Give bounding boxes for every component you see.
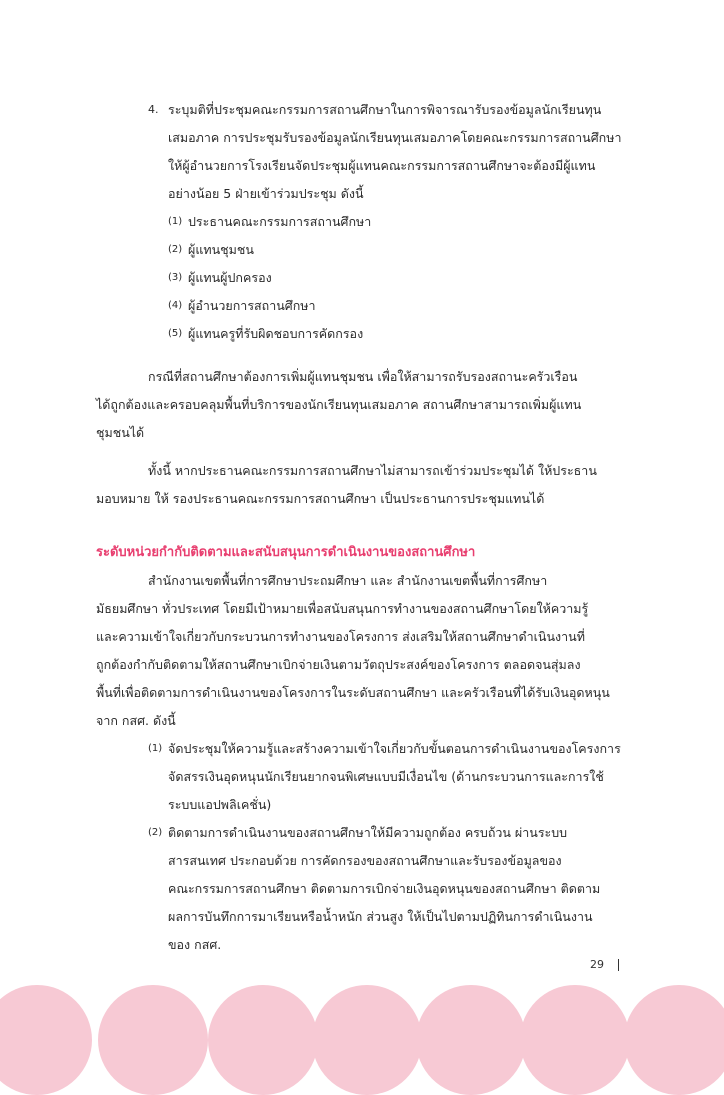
supervision-item-line: จัดสรรเงินอุดหนุนนักเรียนยากจนพิเศษแบบมีเงื่อนไข (ด้านกระบวนการและการใช้: [168, 769, 604, 784]
member-item-text: ผู้แทนครูที่รับผิดชอบการคัดกรอง: [188, 326, 364, 341]
chair-paragraph-line: มอบหมาย ให้ รองประธานคณะกรรมการสถานศึกษา เป็นประธานการประชุมแทนได้: [96, 491, 545, 506]
section-4-line: ให้ผู้อำนวยการโรงเรียนจัดประชุมผู้แทนคณะกรรมการสถานศึกษาจะต้องมีผู้แทน: [168, 158, 596, 173]
supervision-item-line: ติดตามการดำเนินงานของสถานศึกษาให้มีความถูกต้อง ครบถ้วน ผ่านระบบ: [168, 825, 568, 840]
decor-circle: [208, 985, 318, 1095]
supervision-intro-line: สำนักงานเขตพื้นที่การศึกษาประถมศึกษา และ สำนักงานเขตพื้นที่การศึกษา: [148, 573, 548, 588]
chair-paragraph-line: ทั้งนี้ หากประธานคณะกรรมการสถานศึกษาไม่สามารถเข้าร่วมประชุมได้ ให้ประธาน: [148, 463, 597, 478]
supervision-item-line: จัดประชุมให้ความรู้และสร้างความเข้าใจเกี่ยวกับขั้นตอนการดำเนินงานของโครงการ: [168, 741, 621, 756]
supervision-intro-line: พื้นที่เพื่อติดตามการดำเนินงานของโครงการในระดับสถานศึกษา และครัวเรือนที่ได้รับเงินอุดหนุน: [96, 685, 610, 700]
decor-circle: [416, 985, 526, 1095]
supervision-item-number: (2): [148, 827, 163, 838]
community-paragraph-line: กรณีที่สถานศึกษาต้องการเพิ่มผู้แทนชุมชน เพื่อให้สามารถรับรองสถานะครัวเรือน: [148, 369, 578, 384]
section-4-line: อย่างน้อย 5 ฝ่ายเข้าร่วมประชุม ดังนี้: [168, 186, 364, 201]
decor-circle: [312, 985, 422, 1095]
member-item-text: ผู้แทนผู้ปกครอง: [188, 270, 272, 285]
supervision-item-line: ผลการบันทึกการมาเรียนหรือน้ำหนัก ส่วนสูง ให้เป็นไปตามปฏิทินการดำเนินงาน: [168, 909, 593, 924]
section-4-line: ระบุมติที่ประชุมคณะกรรมการสถานศึกษาในการพิจารณารับรองข้อมูลนักเรียนทุน: [168, 102, 602, 117]
supervision-intro-line: และความเข้าใจเกี่ยวกับกระบวนการทำงานของโครงการ ส่งเสริมให้สถานศึกษาดำเนินงานที่: [96, 629, 585, 644]
decor-circle: [0, 985, 92, 1095]
supervision-intro-line: จาก กสศ. ดังนี้: [96, 713, 176, 728]
supervision-intro-line: ถูกต้องกำกับติดตามให้สถานศึกษาเบิกจ่ายเงินตามวัตถุประสงค์ของโครงการ ตลอดจนสุ่มลง: [96, 657, 581, 672]
decor-circle: [624, 985, 724, 1095]
footer-decoration: [0, 985, 724, 1024]
supervision-item-line: ระบบแอปพลิเคชั่น): [168, 797, 272, 812]
section-heading: ระดับหน่วยกำกับติดตามและสนับสนุนการดำเนินงานของสถานศึกษา: [96, 545, 476, 560]
member-item-number: (2): [168, 244, 183, 255]
member-item-number: (3): [168, 272, 183, 283]
page-number: 29: [590, 958, 604, 971]
community-paragraph-line: ได้ถูกต้องและครอบคลุมพื้นที่บริการของนักเรียนทุนเสมอภาค สถานศึกษาสามารถเพิ่มผู้แทน: [96, 397, 582, 412]
supervision-intro-line: มัธยมศึกษา ทั่วประเทศ โดยมีเป้าหมายเพื่อสนับสนุนการทำงานของสถานศึกษาโดยให้ความรู้: [96, 601, 589, 616]
decor-circle: [520, 985, 630, 1095]
supervision-item-line: สารสนเทศ ประกอบด้วย การคัดกรองของสถานศึกษาและรับรองข้อมูลของ: [168, 853, 562, 868]
member-item-number: (5): [168, 328, 183, 339]
section-4-number: 4.: [148, 103, 159, 116]
page-number-divider: [618, 959, 619, 971]
supervision-item-line: คณะกรรมการสถานศึกษา ติดตามการเบิกจ่ายเงินอุดหนุนของสถานศึกษา ติดตาม: [168, 881, 601, 896]
supervision-item-line: ของ กสศ.: [168, 937, 222, 952]
community-paragraph-line: ชุมชนได้: [96, 425, 145, 440]
member-item-number: (4): [168, 300, 183, 311]
member-item-text: ผู้อำนวยการสถานศึกษา: [188, 298, 316, 313]
decor-circle: [98, 985, 208, 1095]
member-item-text: ผู้แทนชุมชน: [188, 242, 254, 257]
supervision-item-number: (1): [148, 743, 163, 754]
member-item-text: ประธานคณะกรรมการสถานศึกษา: [188, 214, 372, 229]
section-4-line: เสมอภาค การประชุมรับรองข้อมูลนักเรียนทุนเสมอภาคโดยคณะกรรมการสถานศึกษา: [168, 130, 622, 145]
member-item-number: (1): [168, 216, 183, 227]
